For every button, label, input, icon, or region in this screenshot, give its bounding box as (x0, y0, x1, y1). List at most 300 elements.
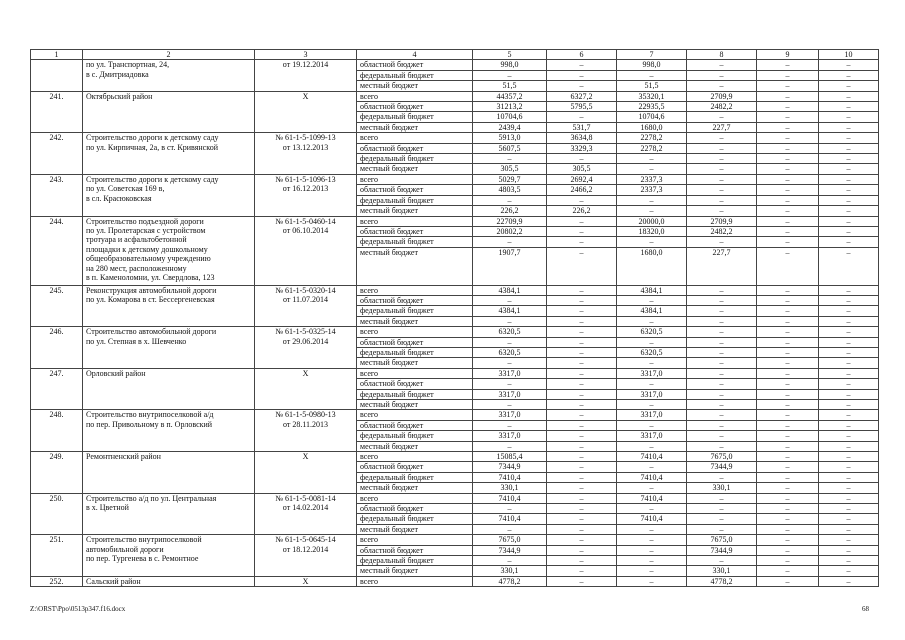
funding-source-cell: всего (357, 410, 473, 420)
funding-source-cell: всего (357, 174, 473, 184)
amount-cell: – (473, 524, 547, 534)
amount-cell: – (687, 316, 757, 326)
funding-source-cell: областной бюджет (357, 504, 473, 514)
amount-cell: 5029,7 (473, 174, 547, 184)
amount-cell: – (819, 504, 879, 514)
amount-cell: – (819, 556, 879, 566)
amount-cell: – (687, 154, 757, 164)
amount-cell: – (819, 420, 879, 430)
amount-cell: – (547, 237, 617, 247)
amount-cell: 6320,5 (617, 327, 687, 337)
registration-cell: № 61-1-5-0460-14 от 06.10.2014 (255, 216, 357, 285)
amount-cell: – (547, 483, 617, 493)
amount-cell: 2482,2 (687, 102, 757, 112)
amount-cell: – (617, 379, 687, 389)
object-name-cell: Орловский район (83, 368, 255, 410)
amount-cell: – (547, 493, 617, 503)
amount-cell: – (757, 576, 819, 586)
row-number-cell: 244. (31, 216, 83, 285)
amount-cell: – (819, 389, 879, 399)
amount-cell: – (547, 112, 617, 122)
amount-cell: – (687, 441, 757, 451)
funding-source-cell: местный бюджет (357, 483, 473, 493)
amount-cell: – (757, 91, 819, 101)
amount-cell: 22709,9 (473, 216, 547, 226)
column-number-cell: 8 (687, 50, 757, 60)
amount-cell: 2466,2 (547, 185, 617, 195)
funding-source-cell: местный бюджет (357, 206, 473, 216)
amount-cell: 7410,4 (617, 493, 687, 503)
amount-cell: 31213,2 (473, 102, 547, 112)
object-name-cell: Строительство внутрипоселковой а/д по пер. Привольному в п. Орловский (83, 410, 255, 452)
amount-cell: – (687, 368, 757, 378)
amount-cell: – (819, 112, 879, 122)
funding-source-cell: всего (357, 452, 473, 462)
object-name-cell: Ремонтненский район (83, 452, 255, 494)
amount-cell: – (547, 389, 617, 399)
amount-cell: 227,7 (687, 122, 757, 132)
amount-cell: 330,1 (473, 566, 547, 576)
amount-cell: – (819, 81, 879, 91)
amount-cell: 3634,8 (547, 133, 617, 143)
amount-cell: – (617, 545, 687, 555)
column-number-cell: 10 (819, 50, 879, 60)
amount-cell: – (819, 441, 879, 451)
amount-cell: – (757, 102, 819, 112)
amount-cell: – (819, 472, 879, 482)
amount-cell: – (819, 226, 879, 236)
table-row (31, 60, 879, 70)
amount-cell: 4384,1 (617, 306, 687, 316)
funding-source-cell: областной бюджет (357, 143, 473, 153)
amount-cell: – (757, 545, 819, 555)
table-row (31, 410, 879, 420)
amount-cell: – (473, 420, 547, 430)
amount-cell: 1680,0 (617, 247, 687, 285)
amount-cell: – (819, 60, 879, 70)
amount-cell: – (547, 306, 617, 316)
amount-cell: – (473, 316, 547, 326)
amount-cell: – (819, 206, 879, 216)
column-number-cell: 5 (473, 50, 547, 60)
amount-cell: – (757, 60, 819, 70)
amount-cell: – (687, 410, 757, 420)
funding-source-cell: федеральный бюджет (357, 431, 473, 441)
amount-cell: – (819, 285, 879, 295)
amount-cell: – (757, 237, 819, 247)
amount-cell: 5913,0 (473, 133, 547, 143)
amount-cell: – (819, 91, 879, 101)
registration-cell: № 61-1-5-1099-13 от 13.12.2013 (255, 133, 357, 175)
amount-cell: 330,1 (687, 483, 757, 493)
amount-cell: – (757, 154, 819, 164)
amount-cell: 226,2 (473, 206, 547, 216)
row-number-cell: 241. (31, 91, 83, 133)
amount-cell: – (547, 358, 617, 368)
row-number-cell: 252. (31, 576, 83, 586)
funding-source-cell: областной бюджет (357, 337, 473, 347)
amount-cell: – (687, 337, 757, 347)
amount-cell: – (547, 327, 617, 337)
column-number-cell: 2 (83, 50, 255, 60)
amount-cell: – (819, 566, 879, 576)
registration-cell: от 19.12.2014 (255, 60, 357, 91)
amount-cell: – (819, 237, 879, 247)
amount-cell: 18320,0 (617, 226, 687, 236)
amount-cell: – (687, 514, 757, 524)
amount-cell: 531,7 (547, 122, 617, 132)
amount-cell: – (617, 295, 687, 305)
column-number-cell: 3 (255, 50, 357, 60)
amount-cell: 7675,0 (687, 535, 757, 545)
registration-cell: № 61-1-5-0325-14 от 29.06.2014 (255, 327, 357, 369)
amount-cell: – (687, 347, 757, 357)
amount-cell: – (819, 216, 879, 226)
amount-cell: – (547, 504, 617, 514)
amount-cell: 4803,5 (473, 185, 547, 195)
amount-cell: – (687, 389, 757, 399)
amount-cell: – (617, 70, 687, 80)
funding-source-cell: областной бюджет (357, 60, 473, 70)
amount-cell: 7344,9 (473, 462, 547, 472)
amount-cell: – (473, 504, 547, 514)
funding-source-cell: местный бюджет (357, 399, 473, 409)
amount-cell: – (547, 368, 617, 378)
amount-cell: – (687, 143, 757, 153)
amount-cell: 305,5 (547, 164, 617, 174)
column-number-cell: 9 (757, 50, 819, 60)
amount-cell: – (819, 185, 879, 195)
registration-cell: № 61-1-5-1096-13 от 16.12.2013 (255, 174, 357, 216)
registration-cell: № 61-1-5-0980-13 от 28.11.2013 (255, 410, 357, 452)
amount-cell: 3317,0 (617, 368, 687, 378)
amount-cell: – (757, 347, 819, 357)
footer-page-number: 68 (862, 605, 869, 613)
amount-cell: 2278,2 (617, 133, 687, 143)
funding-source-cell: всего (357, 493, 473, 503)
amount-cell: – (757, 195, 819, 205)
amount-cell: – (473, 195, 547, 205)
amount-cell: – (687, 524, 757, 534)
amount-cell: 35320,1 (617, 91, 687, 101)
amount-cell: – (687, 60, 757, 70)
amount-cell: 4384,1 (473, 285, 547, 295)
amount-cell: 4384,1 (473, 306, 547, 316)
amount-cell: – (819, 535, 879, 545)
amount-cell: – (473, 337, 547, 347)
amount-cell: – (757, 81, 819, 91)
amount-cell: 2278,2 (617, 143, 687, 153)
amount-cell: – (473, 237, 547, 247)
funding-source-cell: областной бюджет (357, 545, 473, 555)
amount-cell: – (819, 174, 879, 184)
amount-cell: – (547, 379, 617, 389)
table-body (31, 50, 879, 587)
amount-cell: – (473, 379, 547, 389)
amount-cell: – (547, 410, 617, 420)
object-name-cell: Строительство подъездной дороги по ул. Пролетарская с устройством тротуара и асфальтобетонной площадки к детскому дошкольному общеобразовательному учреждению на 280 мест, расположенному в п. Каменоломни, ул. Свердлова, 123 (83, 216, 255, 285)
funding-source-cell: федеральный бюджет (357, 556, 473, 566)
amount-cell: 7344,9 (687, 545, 757, 555)
amount-cell: – (819, 358, 879, 368)
row-number-cell: 247. (31, 368, 83, 410)
amount-cell: 51,5 (617, 81, 687, 91)
table-row (31, 91, 879, 101)
funding-source-cell: областной бюджет (357, 185, 473, 195)
amount-cell: – (687, 174, 757, 184)
amount-cell: – (547, 195, 617, 205)
amount-cell: – (547, 462, 617, 472)
amount-cell: – (547, 70, 617, 80)
amount-cell: – (757, 504, 819, 514)
amount-cell: – (819, 337, 879, 347)
funding-source-cell: федеральный бюджет (357, 154, 473, 164)
amount-cell: – (757, 556, 819, 566)
funding-source-cell: всего (357, 216, 473, 226)
amount-cell: 2709,9 (687, 216, 757, 226)
amount-cell: – (757, 431, 819, 441)
funding-source-cell: областной бюджет (357, 295, 473, 305)
amount-cell: 44357,2 (473, 91, 547, 101)
amount-cell: – (547, 535, 617, 545)
funding-source-cell: всего (357, 285, 473, 295)
amount-cell: – (819, 306, 879, 316)
amount-cell: – (757, 493, 819, 503)
amount-cell: – (617, 462, 687, 472)
registration-cell: Х (255, 368, 357, 410)
amount-cell: – (687, 133, 757, 143)
amount-cell: 2439,4 (473, 122, 547, 132)
amount-cell: 5607,5 (473, 143, 547, 153)
amount-cell: 3317,0 (617, 389, 687, 399)
amount-cell: – (819, 295, 879, 305)
amount-cell: – (757, 216, 819, 226)
amount-cell: – (687, 420, 757, 430)
amount-cell: – (547, 347, 617, 357)
funding-source-cell: местный бюджет (357, 358, 473, 368)
amount-cell: – (757, 122, 819, 132)
object-name-cell: Октябрьский район (83, 91, 255, 133)
amount-cell: – (547, 452, 617, 462)
amount-cell: 7344,9 (473, 545, 547, 555)
amount-cell: – (617, 237, 687, 247)
amount-cell: – (547, 441, 617, 451)
table-row (31, 327, 879, 337)
table-row (31, 452, 879, 462)
amount-cell: – (547, 514, 617, 524)
amount-cell: – (757, 483, 819, 493)
amount-cell: – (473, 441, 547, 451)
amount-cell: – (757, 441, 819, 451)
amount-cell: – (757, 316, 819, 326)
amount-cell: – (547, 247, 617, 285)
amount-cell: – (757, 420, 819, 430)
amount-cell: – (547, 545, 617, 555)
funding-source-cell: федеральный бюджет (357, 389, 473, 399)
funding-source-cell: местный бюджет (357, 164, 473, 174)
amount-cell: 4778,2 (687, 576, 757, 586)
amount-cell: – (547, 431, 617, 441)
amount-cell: – (819, 524, 879, 534)
object-name-cell: по ул. Транспортная, 24, в с. Дмитриадовка (83, 60, 255, 91)
column-number-cell: 4 (357, 50, 473, 60)
object-name-cell: Строительство внутрипоселковой автомобильной дороги по пер. Тургенева в с. Ремонтное (83, 535, 255, 577)
amount-cell: 998,0 (617, 60, 687, 70)
amount-cell: – (757, 206, 819, 216)
row-number-cell: 251. (31, 535, 83, 577)
amount-cell: – (547, 337, 617, 347)
amount-cell: – (547, 399, 617, 409)
amount-cell: 51,5 (473, 81, 547, 91)
amount-cell: – (617, 535, 687, 545)
funding-source-cell: всего (357, 327, 473, 337)
amount-cell: – (757, 112, 819, 122)
amount-cell: – (687, 327, 757, 337)
table-row (31, 368, 879, 378)
amount-cell: 7675,0 (687, 452, 757, 462)
amount-cell: – (757, 133, 819, 143)
amount-cell: 3317,0 (473, 389, 547, 399)
amount-cell: 3317,0 (617, 431, 687, 441)
table-row (31, 493, 879, 503)
amount-cell: – (687, 206, 757, 216)
amount-cell: 330,1 (473, 483, 547, 493)
amount-cell: 6327,2 (547, 91, 617, 101)
amount-cell: – (617, 164, 687, 174)
amount-cell: – (819, 514, 879, 524)
amount-cell: 998,0 (473, 60, 547, 70)
amount-cell: 4778,2 (473, 576, 547, 586)
registration-cell: Х (255, 91, 357, 133)
amount-cell: – (819, 462, 879, 472)
amount-cell: – (687, 237, 757, 247)
object-name-cell: Строительство дороги к детскому саду по ул. Кирпичная, 2а, в ст. Кривянской (83, 133, 255, 175)
amount-cell: 20802,2 (473, 226, 547, 236)
amount-cell: – (687, 472, 757, 482)
amount-cell: 4384,1 (617, 285, 687, 295)
amount-cell: – (617, 441, 687, 451)
object-name-cell: Строительство автомобильной дороги по ул. Степная в х. Шевченко (83, 327, 255, 369)
amount-cell: – (819, 379, 879, 389)
amount-cell: – (757, 295, 819, 305)
amount-cell: 10704,6 (617, 112, 687, 122)
amount-cell: – (687, 185, 757, 195)
row-number-cell: 249. (31, 452, 83, 494)
amount-cell: – (617, 566, 687, 576)
amount-cell: – (819, 327, 879, 337)
amount-cell: – (547, 226, 617, 236)
amount-cell: – (547, 566, 617, 576)
amount-cell: – (617, 556, 687, 566)
amount-cell: – (547, 576, 617, 586)
amount-cell: 330,1 (687, 566, 757, 576)
amount-cell: – (819, 483, 879, 493)
amount-cell: – (819, 347, 879, 357)
funding-source-cell: областной бюджет (357, 379, 473, 389)
amount-cell: 7410,4 (473, 514, 547, 524)
amount-cell: – (617, 524, 687, 534)
amount-cell: – (617, 483, 687, 493)
row-number-cell: 250. (31, 493, 83, 535)
object-name-cell: Сальский район (83, 576, 255, 586)
amount-cell: – (819, 122, 879, 132)
amount-cell: – (687, 399, 757, 409)
funding-source-cell: областной бюджет (357, 420, 473, 430)
budget-table (30, 49, 879, 587)
amount-cell: 22935,5 (617, 102, 687, 112)
amount-cell: 1680,0 (617, 122, 687, 132)
funding-source-cell: всего (357, 91, 473, 101)
amount-cell: – (757, 389, 819, 399)
column-number-row (31, 50, 879, 60)
amount-cell: – (687, 504, 757, 514)
amount-cell: – (819, 247, 879, 285)
funding-source-cell: местный бюджет (357, 524, 473, 534)
table-row (31, 576, 879, 586)
amount-cell: 3317,0 (617, 410, 687, 420)
row-number-cell: 245. (31, 285, 83, 327)
amount-cell: – (757, 399, 819, 409)
amount-cell: – (819, 70, 879, 80)
amount-cell: – (819, 195, 879, 205)
amount-cell: – (757, 337, 819, 347)
amount-cell: 7410,4 (473, 493, 547, 503)
amount-cell: 7344,9 (687, 462, 757, 472)
funding-source-cell: областной бюджет (357, 226, 473, 236)
amount-cell: – (687, 358, 757, 368)
amount-cell: – (757, 143, 819, 153)
amount-cell: – (819, 164, 879, 174)
amount-cell: 3329,3 (547, 143, 617, 153)
amount-cell: 7675,0 (473, 535, 547, 545)
object-name-cell: Строительство а/д по ул. Центральная в х. Цветной (83, 493, 255, 535)
amount-cell: 3317,0 (473, 410, 547, 420)
amount-cell: – (819, 133, 879, 143)
amount-cell: – (757, 514, 819, 524)
amount-cell: – (757, 524, 819, 534)
amount-cell: – (757, 327, 819, 337)
amount-cell: – (819, 452, 879, 462)
amount-cell: 227,7 (687, 247, 757, 285)
amount-cell: – (547, 60, 617, 70)
amount-cell: – (819, 576, 879, 586)
funding-source-cell: федеральный бюджет (357, 472, 473, 482)
amount-cell: 305,5 (473, 164, 547, 174)
amount-cell: – (617, 195, 687, 205)
amount-cell: 2337,3 (617, 185, 687, 195)
amount-cell: – (819, 399, 879, 409)
amount-cell: – (757, 368, 819, 378)
amount-cell: – (757, 285, 819, 295)
amount-cell: 10704,6 (473, 112, 547, 122)
funding-source-cell: федеральный бюджет (357, 70, 473, 80)
registration-cell: № 61-1-5-0645-14 от 18.12.2014 (255, 535, 357, 577)
table-row (31, 285, 879, 295)
table-row (31, 133, 879, 143)
amount-cell: – (547, 81, 617, 91)
amount-cell: – (687, 431, 757, 441)
amount-cell: – (617, 337, 687, 347)
amount-cell: – (473, 358, 547, 368)
amount-cell: – (547, 295, 617, 305)
funding-source-cell: федеральный бюджет (357, 306, 473, 316)
row-number-cell (31, 60, 83, 91)
funding-source-cell: федеральный бюджет (357, 514, 473, 524)
amount-cell: – (757, 185, 819, 195)
amount-cell: – (547, 556, 617, 566)
row-number-cell: 248. (31, 410, 83, 452)
column-number-cell: 7 (617, 50, 687, 60)
